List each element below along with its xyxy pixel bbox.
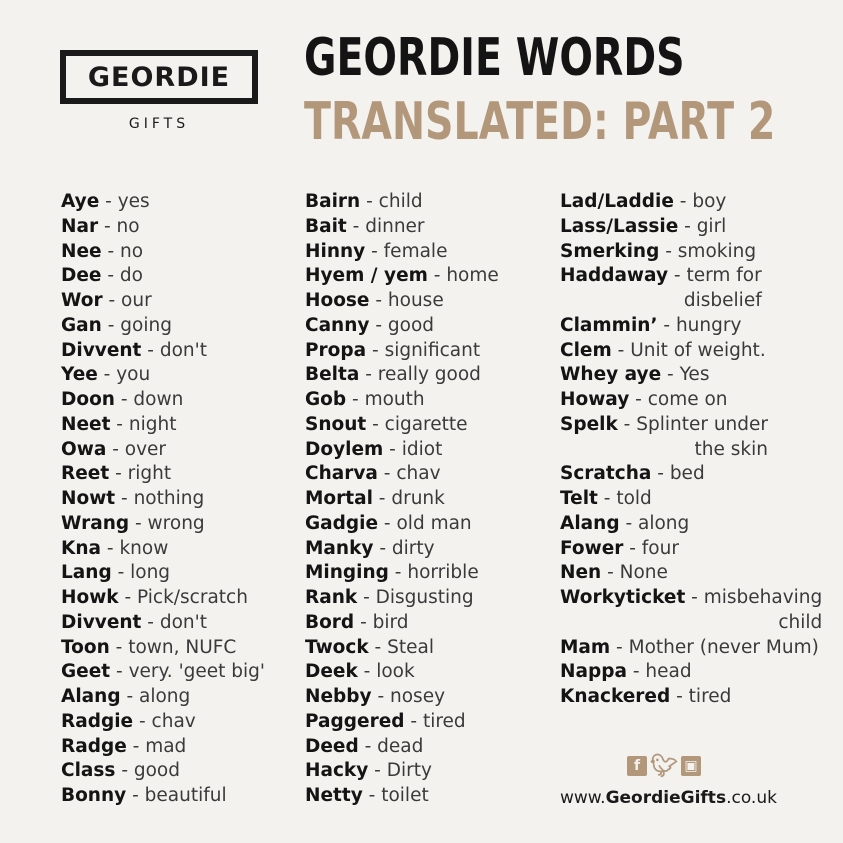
logo-word: GEORDIE [87, 61, 231, 93]
word-entry [560, 339, 822, 364]
separator: - [377, 463, 397, 485]
geordie-word: Doylem [305, 438, 384, 460]
word-entry [61, 710, 265, 735]
separator: - [368, 636, 388, 658]
translation: along [139, 686, 191, 707]
translation: mad [145, 735, 187, 757]
translation: old man [396, 512, 472, 534]
word-entry [560, 264, 822, 314]
word-entry [61, 561, 265, 586]
translation: no [120, 240, 144, 262]
separator: - [365, 240, 384, 262]
separator: - [129, 512, 148, 534]
word-entry [61, 363, 265, 388]
word-entry [305, 487, 499, 512]
geordie-word: Telt [560, 488, 598, 509]
word-entry [61, 784, 265, 809]
separator: - [611, 339, 631, 361]
page-title: GEORDIE WORDS [304, 28, 685, 88]
separator: - [141, 339, 160, 361]
geordie-word: Gadgie [305, 512, 379, 534]
translation: tired [688, 686, 732, 707]
translation: right [127, 463, 172, 485]
geordie-word: Divvent [61, 339, 142, 361]
logo [60, 50, 258, 104]
separator: - [357, 661, 377, 683]
instagram-icon[interactable]: ▣ [681, 756, 701, 776]
translation: Splinter under [636, 413, 768, 435]
geordie-word: Whey aye [560, 364, 662, 386]
translation: Dirty [386, 760, 432, 782]
geordie-word: Geet [61, 661, 111, 683]
separator: - [126, 735, 146, 757]
translation: bed [669, 463, 705, 485]
word-entry [61, 339, 265, 364]
word-entry [305, 586, 499, 611]
word-entry [560, 537, 822, 562]
separator: - [378, 512, 397, 534]
translation: mouth [364, 389, 425, 410]
translation: do [119, 265, 143, 287]
separator: - [657, 314, 676, 336]
separator: - [368, 760, 387, 782]
separator: - [120, 686, 139, 707]
geordie-word: Aye [61, 191, 100, 212]
geordie-word: Toon [61, 636, 110, 658]
translation: head [645, 661, 692, 683]
geordie-word: Nar [61, 215, 99, 237]
geordie-word: Dee [61, 265, 102, 287]
word-entry [305, 561, 499, 586]
word-entry [61, 586, 265, 611]
geordie-word: Nen [560, 562, 602, 584]
word-entry [61, 537, 265, 562]
geordie-word: Doon [61, 389, 115, 410]
translation: misbehaving [703, 587, 823, 608]
geordie-word: Netty [305, 785, 363, 806]
geordie-word: Wor [61, 290, 103, 311]
geordie-word: Scratcha [560, 463, 652, 485]
translation: bird [372, 611, 409, 633]
word-entry [61, 438, 265, 463]
translation: smoking [677, 240, 757, 262]
translation: toilet [381, 785, 429, 806]
geordie-word: Class [61, 760, 116, 782]
translation: drunk [391, 488, 445, 509]
url-suffix: .co.uk [726, 788, 777, 808]
geordie-word: Clem [560, 339, 612, 361]
translation: good [387, 314, 435, 336]
translation: dinner [365, 215, 425, 237]
separator: - [366, 413, 385, 435]
translation: girl [696, 215, 727, 237]
geordie-word: Owa [61, 438, 107, 460]
word-entry [305, 190, 499, 215]
geordie-word: Manky [305, 537, 374, 559]
geordie-word: Wrang [61, 512, 130, 534]
word-entry [305, 735, 499, 760]
translation: nosey [390, 686, 446, 707]
separator: - [357, 587, 376, 608]
geordie-word: Minging [305, 562, 389, 584]
translation: going [120, 314, 172, 336]
translation: night [128, 413, 177, 435]
word-entry [560, 487, 822, 512]
translation: term for [686, 265, 762, 287]
separator: - [668, 265, 687, 287]
translation: idiot [401, 438, 443, 460]
translation: hungry [675, 314, 742, 336]
twitter-icon[interactable]: 🐦︎ [650, 753, 678, 779]
translation: chav [151, 710, 196, 732]
geordie-word: Workyticket [560, 587, 686, 608]
translation: None [619, 562, 668, 584]
separator: - [404, 710, 423, 732]
translation: significant [384, 339, 481, 361]
translation: yes [117, 191, 150, 212]
geordie-word: Yee [61, 364, 98, 386]
translation: Yes [679, 364, 710, 386]
geordie-word: Nebby [305, 686, 372, 707]
word-entry [560, 561, 822, 586]
translation: look [376, 661, 415, 683]
word-entry [61, 759, 265, 784]
logo-subtitle: GIFTS [128, 116, 190, 132]
translation: dead [377, 735, 424, 757]
separator: - [369, 290, 388, 311]
translation-continued: the skin [694, 438, 768, 460]
geordie-word: Bord [305, 611, 355, 633]
word-entry [61, 512, 265, 537]
word-entry [61, 735, 265, 760]
translation: boy [692, 191, 727, 212]
word-entry [560, 190, 822, 215]
word-entry [560, 512, 822, 537]
translation: nothing [133, 488, 205, 509]
geordie-word: Radgie [61, 710, 134, 732]
word-entry [305, 512, 499, 537]
translation: come on [647, 389, 728, 410]
word-entry [61, 289, 265, 314]
word-entry [61, 264, 265, 289]
word-entry [61, 190, 265, 215]
separator: - [114, 389, 134, 410]
translation: our [121, 290, 152, 311]
separator: - [651, 463, 670, 485]
page-subtitle: TRANSLATED: PART 2 [304, 92, 776, 152]
separator: - [427, 265, 447, 287]
translation: good [133, 760, 180, 782]
word-entry [61, 314, 265, 339]
separator: - [99, 191, 118, 212]
separator: - [118, 587, 138, 608]
word-entry [305, 685, 499, 710]
geordie-word: Alang [560, 512, 620, 534]
separator: - [109, 463, 128, 485]
translation: along [638, 512, 690, 534]
geordie-word: Gan [61, 314, 102, 336]
geordie-word: Bait [305, 215, 347, 237]
word-column-1 [61, 190, 265, 809]
translation: don't [159, 339, 207, 361]
translation: Mother (never Mum) [628, 636, 819, 658]
word-entry [305, 462, 499, 487]
word-entry [305, 264, 499, 289]
geordie-word: Hyem / yem [305, 265, 428, 287]
word-entry [305, 611, 499, 636]
word-entry [305, 660, 499, 685]
separator: - [369, 314, 388, 336]
separator: - [115, 760, 134, 782]
geordie-word: Mortal [305, 488, 373, 509]
separator: - [373, 537, 392, 559]
word-entry [305, 314, 499, 339]
word-entry [305, 759, 499, 784]
word-entry [61, 240, 265, 265]
website-url[interactable] [560, 788, 777, 808]
word-entry [305, 363, 499, 388]
geordie-word: Deek [305, 661, 358, 683]
translation: really good [377, 364, 481, 386]
separator: - [110, 661, 129, 683]
geordie-word: Bonny [61, 785, 127, 806]
geordie-word: Snout [305, 413, 367, 435]
separator: - [115, 488, 134, 509]
geordie-word: Bairn [305, 191, 361, 212]
word-entry [560, 413, 822, 463]
geordie-word: Rank [305, 587, 358, 608]
word-entry [305, 289, 499, 314]
separator: - [359, 364, 378, 386]
separator: - [371, 686, 391, 707]
translation: Pick/scratch [137, 587, 248, 608]
geordie-word: Howk [61, 587, 119, 608]
translation: you [116, 364, 151, 386]
geordie-word: Charva [305, 463, 378, 485]
geordie-word: Smerking [560, 240, 660, 262]
separator: - [619, 512, 638, 534]
geordie-word: Deed [305, 735, 359, 757]
geordie-word: Clammin’ [560, 314, 658, 336]
separator: - [366, 339, 385, 361]
separator: - [610, 636, 629, 658]
separator: - [101, 314, 121, 336]
word-entry [560, 660, 822, 685]
separator: - [102, 290, 122, 311]
word-entry [560, 314, 822, 339]
translation: told [616, 488, 652, 509]
translation: know [119, 537, 169, 559]
separator: - [98, 215, 117, 237]
translation: Unit of weight. [630, 339, 766, 361]
translation: child [378, 191, 423, 212]
separator: - [141, 611, 160, 633]
word-entry [305, 388, 499, 413]
separator: - [97, 364, 117, 386]
word-entry [61, 413, 265, 438]
word-column-2 [305, 190, 499, 809]
separator: - [623, 537, 642, 559]
word-entry [305, 710, 499, 735]
geordie-word: Lass/Lassie [560, 215, 679, 237]
separator: - [346, 389, 365, 410]
translation: home [446, 265, 499, 287]
separator: - [388, 562, 408, 584]
separator: - [629, 389, 648, 410]
word-entry [61, 685, 265, 710]
separator: - [360, 191, 379, 212]
translation: cigarette [384, 413, 468, 435]
word-entry [305, 784, 499, 809]
word-entry [61, 611, 265, 636]
geordie-word: Lad/Laddie [560, 191, 674, 212]
separator: - [678, 215, 697, 237]
separator: - [346, 215, 366, 237]
separator: - [601, 562, 620, 584]
separator: - [101, 240, 121, 262]
word-entry [560, 215, 822, 240]
word-entry [61, 660, 265, 685]
translation-continued: disbelief [683, 290, 762, 311]
geordie-word: Hacky [305, 760, 369, 782]
word-entry [305, 413, 499, 438]
translation: town, NUFC [128, 636, 237, 658]
word-entry [305, 537, 499, 562]
word-entry [560, 462, 822, 487]
translation: down [133, 389, 184, 410]
geordie-word: Spelk [560, 413, 618, 435]
separator: - [372, 488, 392, 509]
word-entry [560, 388, 822, 413]
separator: - [101, 537, 120, 559]
separator: - [597, 488, 617, 509]
geordie-word: Kna [61, 537, 101, 559]
word-entry [560, 363, 822, 388]
translation: female [383, 240, 448, 262]
geordie-word: Knackered [560, 686, 671, 707]
geordie-word: Divvent [61, 611, 142, 633]
word-entry [61, 636, 265, 661]
geordie-word: Belta [305, 364, 360, 386]
translation: horrible [407, 562, 479, 584]
word-entry [560, 685, 822, 710]
separator: - [110, 413, 129, 435]
word-entry [305, 240, 499, 265]
geordie-word: Gob [305, 389, 347, 410]
geordie-word: Reet [61, 463, 110, 485]
separator: - [661, 364, 680, 386]
translation: very. 'geet big' [128, 661, 266, 683]
geordie-word: Alang [61, 686, 121, 707]
geordie-word: Canny [305, 314, 370, 336]
geordie-word: Haddaway [560, 265, 669, 287]
word-entry [305, 438, 499, 463]
separator: - [133, 710, 152, 732]
geordie-word: Hoose [305, 290, 370, 311]
translation: tired [422, 710, 466, 732]
word-entry [61, 215, 265, 240]
url-brand: GeordieGifts [605, 788, 727, 808]
word-entry [61, 388, 265, 413]
separator: - [106, 438, 125, 460]
translation: wrong [147, 512, 205, 534]
word-entry [560, 586, 822, 636]
separator: - [670, 686, 689, 707]
translation: dirty [391, 537, 435, 559]
geordie-word: Propa [305, 339, 367, 361]
separator: - [617, 413, 637, 435]
geordie-word: Fower [560, 537, 624, 559]
translation: Steal [387, 636, 434, 658]
geordie-word: Nappa [560, 661, 627, 683]
word-column-3 [560, 190, 822, 710]
translation: chav [396, 463, 441, 485]
word-entry [305, 339, 499, 364]
geordie-word: Hinny [305, 240, 366, 262]
geordie-word: Radge [61, 735, 127, 757]
geordie-word: Nowt [61, 488, 116, 509]
translation: long [130, 562, 171, 584]
separator: - [109, 636, 129, 658]
translation: Disgusting [375, 587, 474, 608]
geordie-word: Mam [560, 636, 611, 658]
separator: - [626, 661, 646, 683]
word-entry [560, 240, 822, 265]
translation: don't [159, 611, 207, 633]
translation: over [124, 438, 167, 460]
separator: - [126, 785, 145, 806]
geordie-word: Lang [61, 562, 112, 584]
url-prefix: www. [560, 788, 606, 808]
translation: beautiful [144, 785, 227, 806]
separator: - [358, 735, 378, 757]
separator: - [383, 438, 402, 460]
separator: - [101, 265, 120, 287]
separator: - [659, 240, 678, 262]
word-entry [305, 215, 499, 240]
translation-continued: child [778, 611, 823, 633]
translation: no [116, 215, 140, 237]
geordie-word: Howay [560, 389, 630, 410]
facebook-icon[interactable]: f [627, 756, 647, 776]
separator: - [673, 191, 693, 212]
translation: four [641, 537, 679, 559]
separator: - [685, 587, 704, 608]
social-links [627, 753, 701, 779]
separator: - [362, 785, 382, 806]
word-entry [61, 487, 265, 512]
word-entry [560, 636, 822, 661]
separator: - [111, 562, 131, 584]
separator: - [354, 611, 373, 633]
translation: house [387, 290, 444, 311]
word-entry [61, 462, 265, 487]
geordie-word: Neet [61, 413, 111, 435]
geordie-word: Nee [61, 240, 102, 262]
geordie-word: Twock [305, 636, 369, 658]
word-entry [305, 636, 499, 661]
geordie-word: Paggered [305, 710, 405, 732]
